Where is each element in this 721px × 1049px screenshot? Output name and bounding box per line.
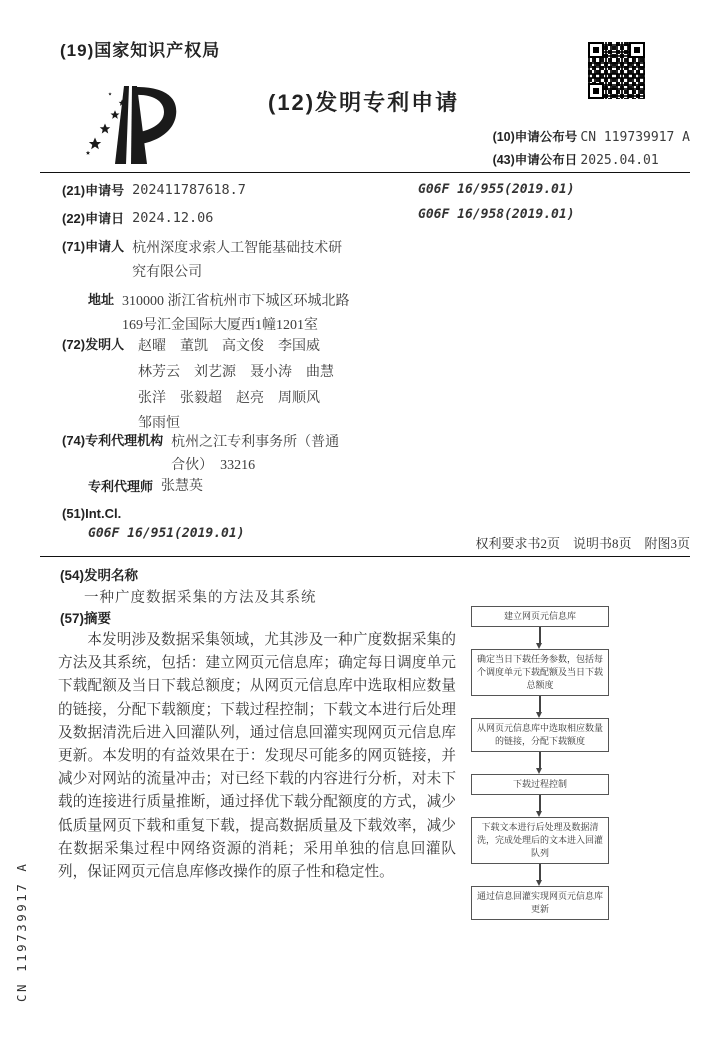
flowchart-step: 建立网页元信息库 xyxy=(471,606,609,627)
document-type-title: (12)发明专利申请 xyxy=(268,90,460,115)
filing-date-row xyxy=(62,209,213,228)
inventors-row xyxy=(62,335,132,354)
agent-label: 专利代理师 xyxy=(88,479,154,494)
application-number-label: (21)申请号 xyxy=(62,183,125,198)
ipc-code: G06F 16/955(2019.01) xyxy=(418,182,575,197)
qr-finder-icon xyxy=(588,83,604,99)
abstract-text: 本发明涉及数据采集领域，尤其涉及一种广度数据采集的方法及其系统，包括：建立网页元信息库；确定每日调度单元下载配额及当日下载总额度；从网页元信息库中选取相应数量的链接，分配下载额度；下载过程控制；下载文本进行后处理及数据清洗后进入回灌队列，通过信息回灌实现网页元信息库更新。本发明的有益效果在于：发现尽可能多的网页链接，并减少对网站的流量冲击；对已经下载的内容进行分析，对未下载的连接进行质量推断，通过择优下载分配额度的方式，减少低质量网页下载和重复下载，提高数据质量及下载效率，减少在数据采集过程中网络资源的消耗；采用单独的信息回灌队列，保证网页元信息库修改操作的原子性和稳定性。 xyxy=(58,632,456,881)
qr-code-icon xyxy=(588,42,645,99)
cnipa-logo-icon xyxy=(70,74,194,170)
flowchart-step: 确定当日下载任务参数，包括每个调度单元下载配额及当日下载总额度 xyxy=(471,649,609,696)
invention-title: 一种广度数据采集的方法及其系统 xyxy=(84,590,317,606)
agent-name: 张慧英 xyxy=(161,479,204,494)
flowchart-step: 下载过程控制 xyxy=(471,774,609,795)
address-label: 地址 xyxy=(88,292,115,307)
inventors-line: 林芳云 刘艺源 聂小涛 曲慧 xyxy=(138,365,334,380)
intcl-row xyxy=(62,504,129,523)
publication-number-label: (10)申请公布号 xyxy=(492,130,578,144)
applicant-label: (71)申请人 xyxy=(62,239,125,254)
publication-date-line xyxy=(493,149,690,172)
applicant-name: 杭州深度求索人工智能基础技术研究有限公司 xyxy=(132,241,343,280)
arrow-down-icon xyxy=(539,795,540,811)
intcl-label: (51)Int.Cl. xyxy=(62,506,122,521)
address-value: 310000 浙江省杭州市下城区环城北路169号汇金国际大厦西1幢1201室 xyxy=(122,294,350,333)
filing-date-value: 2024.12.06 xyxy=(132,210,214,226)
invention-title-label: (54)发明名称 xyxy=(60,568,139,583)
applicant-row xyxy=(62,237,350,285)
issuing-office: (19)国家知识产权局 xyxy=(60,41,221,60)
qr-finder-icon xyxy=(588,42,604,58)
agency-name: 杭州之江专利事务所（普通合伙） 33216 xyxy=(171,435,340,473)
publication-number-line xyxy=(493,126,690,149)
filing-date-label: (22)申请日 xyxy=(62,211,125,226)
flowchart-step: 从网页元信息库中选取相应数量的链接，分配下载额度 xyxy=(471,718,609,752)
agency-row xyxy=(62,431,343,477)
ipc-code: G06F 16/958(2019.01) xyxy=(418,207,575,222)
application-number-value: 202411787618.7 xyxy=(132,182,246,198)
publication-block xyxy=(493,126,690,172)
publication-number-value: CN 119739917 A xyxy=(580,130,690,145)
abstract-flowchart-figure xyxy=(471,606,609,920)
application-number-row xyxy=(62,181,246,200)
flowchart-step: 下载文本进行后处理及数据清洗，完成处理后的文本进入回灌队列 xyxy=(471,817,609,864)
agent-row xyxy=(88,477,203,496)
abstract-label: (57)摘要 xyxy=(60,611,112,626)
inventors-label: (72)发明人 xyxy=(62,337,125,352)
qr-finder-icon xyxy=(629,42,645,58)
ipc-code: G06F 16/951(2019.01) xyxy=(88,526,245,541)
flowchart-step: 通过信息回灌实现网页元信息库更新 xyxy=(471,886,609,920)
inventors-line: 邹雨恒 xyxy=(138,416,180,431)
address-row xyxy=(88,290,360,338)
publication-date-value: 2025.04.01 xyxy=(580,153,659,168)
inventors-line: 张洋 张毅超 赵亮 周顺风 xyxy=(138,391,320,406)
agency-label: (74)专利代理机构 xyxy=(62,433,164,448)
header-divider xyxy=(40,172,690,173)
inventors-line: 赵曜 董凯 高文俊 李国威 xyxy=(138,339,320,354)
arrow-down-icon xyxy=(539,752,540,768)
arrow-down-icon xyxy=(539,627,540,643)
arrow-down-icon xyxy=(539,864,540,880)
pages-info: 权利要求书2页 说明书8页 附图3页 xyxy=(475,536,690,551)
publication-date-label: (43)申请公布日 xyxy=(492,153,578,167)
section-divider xyxy=(40,556,690,557)
arrow-down-icon xyxy=(539,696,540,712)
side-publication-code: CN 119739917 A xyxy=(14,861,29,1002)
